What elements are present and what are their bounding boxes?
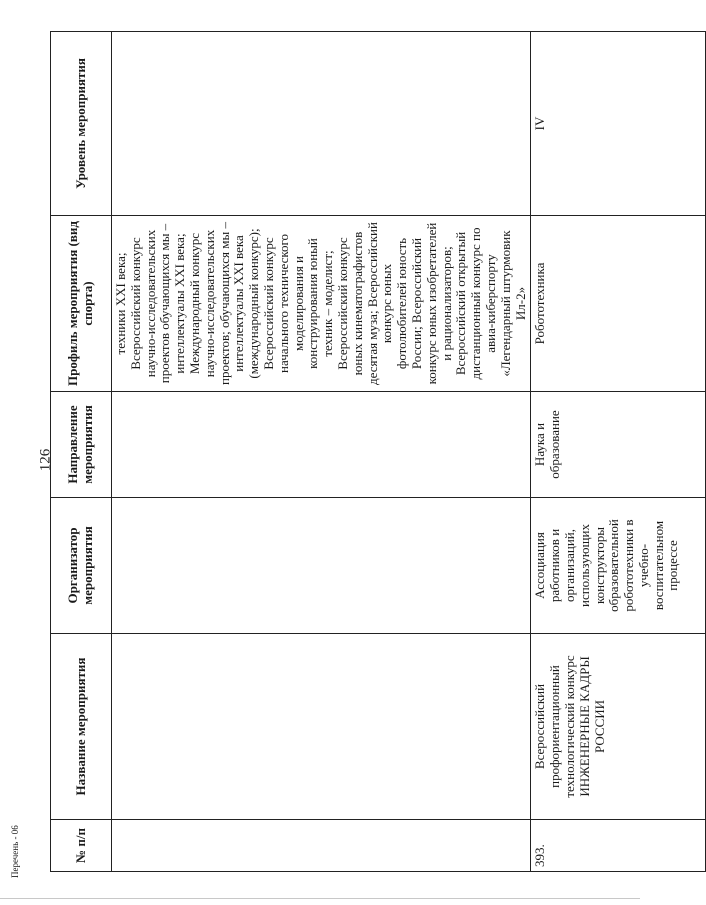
scan-edge-line [0,898,640,899]
cell-num [112,820,531,872]
header-profile: Профиль мероприятия (вид спорта) [51,216,112,392]
table-row [531,32,706,872]
events-table [50,31,706,872]
cell-num: 393. [531,820,706,872]
table-header-row [51,32,112,872]
cell-name: Всероссийский профориентационный технологический конкурс ИНЖЕНЕРНЫЕ КАДРЫ РОССИИ [531,634,706,820]
table-row [112,32,531,872]
cell-organizer [112,498,531,634]
cell-direction [112,392,531,498]
cell-direction: Наука и образование [531,392,706,498]
header-direction: Направление мероприятия [51,392,112,498]
header-name: Название мероприятия [51,634,112,820]
cell-level: IV [531,32,706,216]
footer-mark: Перечень - 06 [10,825,20,878]
header-num: № п/п [51,820,112,872]
cell-level [112,32,531,216]
cell-organizer: Ассоциация работников и организаций, использующих конструкторы образовательной робототехники в учебно-воспитательном процессе [531,498,706,634]
cell-profile: техники XXI века; Всероссийский конкурс научно-исследовательских проектов обучающихся мы – интеллектуалы XXI века; Международный конкурс научно-исследовательских проектов; обучающихся мы – интеллектуалы XXI века (международный конкурс); Всероссийский конкурс начального технического моделирования и конструирования юный техник – моделист; Всероссийский конкурс юных кинематографистов десятая муза; Всероссийский конкурс юных фотолюбителей юность России; Всероссийский конкурс юных изобретателей и рационализаторов; Всероссийский открытый дистанционный конкурс по авиа-киберспорту «Легендарный штурмовик Ил-2» [112,216,531,392]
cell-profile: Робототехника [531,216,706,392]
rotated-document [50,32,681,872]
cell-name [112,634,531,820]
page-number: 126 [37,448,54,472]
header-organizer: Организатор мероприятия [51,498,112,634]
header-level: Уровень мероприятия [51,32,112,216]
